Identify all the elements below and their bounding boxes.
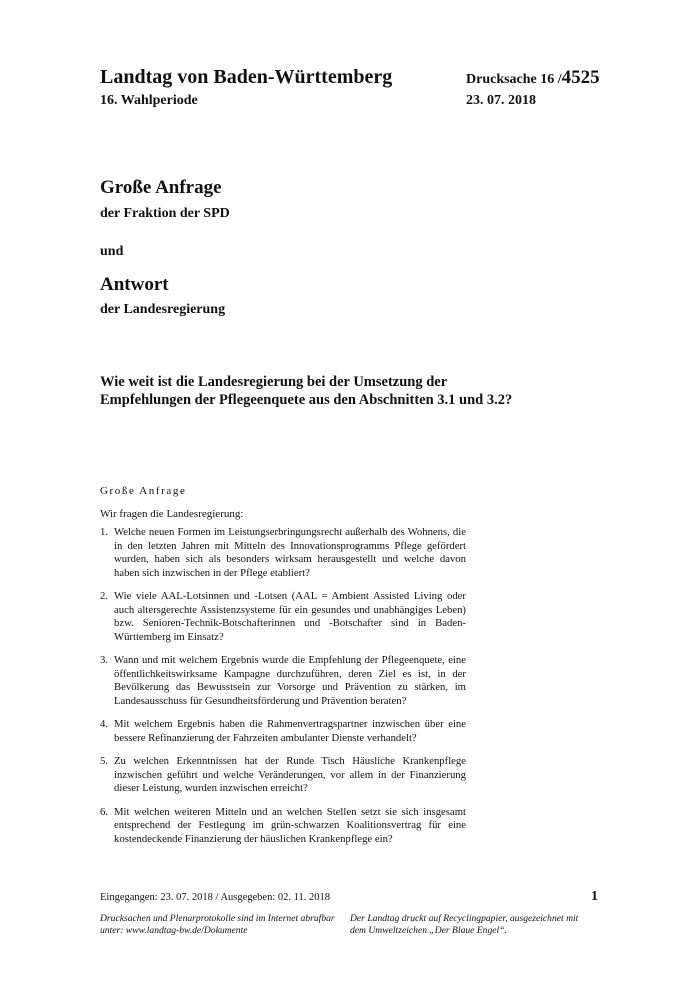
- document-number: [466, 67, 600, 89]
- legislative-period: 16. Wahlperiode: [100, 93, 198, 108]
- question-title: Wie weit ist die Landesregierung bei der Umsetzung der Empfehlungen der Pflegeenquete aus den Abschnitten 3.1 und 3.2?: [100, 374, 513, 408]
- answer-author: der Landesregierung: [100, 302, 226, 317]
- item-number: 2.: [100, 590, 109, 602]
- item-number: 6.: [100, 805, 109, 818]
- question-list: [100, 526, 466, 846]
- document-date: 23. 07. 2018: [466, 93, 536, 108]
- document-prefix: Drucksache 16 /: [466, 72, 562, 87]
- item-number: 3.: [100, 654, 109, 666]
- list-item: [100, 590, 466, 644]
- inquiry-author: der Fraktion der SPD: [100, 206, 230, 221]
- item-number: 4.: [100, 718, 109, 730]
- item-text: Wie viele AAL-Lotsinnen und -Lotsen (AAL = Ambient Assisted Living oder auch altersgerechte Assistenzsysteme für ein gesundes und unabhängiges Leben) bzw. Senioren-Technik-Botschafterinnen und -Botschafter sind in Baden-Württemberg im Einsatz?: [114, 590, 466, 643]
- received-issued-line: Eingegangen: 23. 07. 2018 / Ausgegeben: 02. 11. 2018: [100, 892, 330, 903]
- item-number: 5.: [100, 755, 109, 767]
- list-item: [100, 718, 466, 745]
- page-number: 1: [591, 889, 598, 904]
- item-text: Zu welchen Erkenntnissen hat der Runde Tisch Häusliche Krankenpflege inzwischen geführt und welche Veränderungen, vor allem in der Finanzierung dieser Leistung, wurden inzwischen erreicht?: [114, 755, 466, 794]
- inquiry-heading: Große Anfrage: [100, 177, 222, 198]
- list-item: [100, 806, 466, 847]
- section-label: Große Anfrage: [100, 485, 187, 497]
- item-number: 1.: [100, 526, 109, 538]
- parliament-name: Landtag von Baden-Württemberg: [100, 66, 393, 88]
- intro-text: Wir fragen die Landesregierung:: [100, 508, 244, 520]
- conjunction-text: und: [100, 244, 124, 259]
- list-item: [100, 654, 466, 708]
- list-item: [100, 526, 466, 580]
- item-text: Welche neuen Formen im Leistungserbringungsrecht außerhalb des Wohnens, die in den letzten Jahren mit Mitteln des Innovationsprogramms Pflege gefördert wurden, haben sich als besonders wirksam herausgestellt und welche davon haben sich inzwischen in der Pflege etabliert?: [114, 526, 466, 579]
- footer-internet-note: Drucksachen und Plenarprotokolle sind im Internet abrufbar unter: www.landtag-bw.de/Dokumente: [100, 913, 335, 936]
- item-text: Wann und mit welchem Ergebnis wurde die Empfehlung der Pflegeenquete, eine öffentlichkeitswirksame Kampagne durchzuführen, deren Ziel es ist, in der Bevölkerung das Bewusstsein zur Vorsorge und Prävention zu stärken, im Landesausschuss für Gesundheitsförderung und Prävention beraten?: [114, 654, 466, 707]
- item-text: Mit welchen weiteren Mitteln und an welchen Stellen setzt sie sich insgesamt entsprechend der Festlegung im grün-schwarzen Koalitionsvertrag für eine kostendeckende Finanzierung der häuslichen Krankenpflege ein?: [114, 805, 466, 845]
- item-text: Mit welchem Ergebnis haben die Rahmenvertragspartner inzwischen über eine bessere Refinanzierung der Fahrzeiten ambulanter Dienste verhandelt?: [114, 718, 466, 744]
- footer-recycling-note: Der Landtag druckt auf Recyclingpapier, ausgezeichnet mit dem Umweltzeichen „Der Blaue Engel“.: [350, 913, 579, 936]
- list-item: [100, 755, 466, 796]
- document-id: 4525: [561, 67, 600, 88]
- answer-heading: Antwort: [100, 274, 169, 295]
